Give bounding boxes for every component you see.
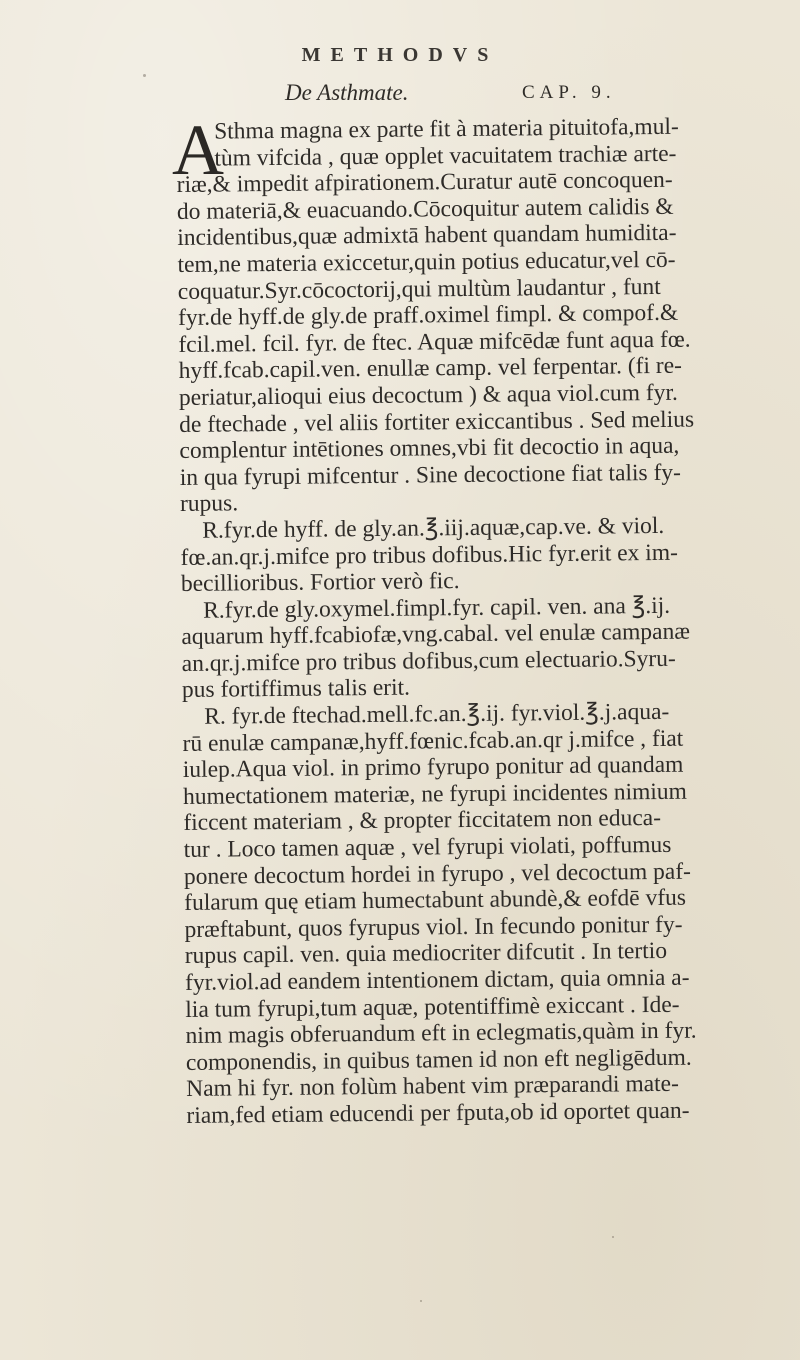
chapter-heading [0, 80, 800, 114]
drop-cap: A [172, 110, 224, 190]
text-line: rū enulæ campanæ,hyff.fœnic.fcab.an.qr j.mifce , fiat [182, 725, 684, 757]
text-line: fyr.de hyff.de gly.de praff.oximel fimpl. & compof.& [177, 299, 679, 332]
text-line: lia tum fyrupi,tum aquæ, potentiffimè exiccant . Ide- [185, 991, 680, 1023]
text-line: ficcent materiam , & propter ficcitatem non educa- [183, 805, 662, 837]
text-line: R. fyr.de ftechad.mell.fc.an.℥.ij. fyr.viol.℥.j.aqua- [204, 698, 670, 730]
chapter-number: CAP. 9. [522, 82, 616, 103]
text-line: humectationem materiæ, ne fyrupi incidentes nimium [182, 778, 688, 810]
text-line: iulep.Aqua viol. in primo fyrupo ponitur ad quandam [182, 751, 684, 784]
text-line: in qua fyrupi mifcentur . Sine decoctione fiat talis fy- [179, 459, 682, 491]
text-line: Nam hi fyr. non folùm habent vim præparandi mate- [186, 1071, 680, 1103]
text-line: rupus capil. ven. quia mediocriter difcutit . In tertio [184, 938, 668, 970]
text-line: riæ,& impedit afpirationem.Curatur autē concoquen- [176, 166, 673, 199]
text-line: do materiā,& euacuando.Cōcoquitur autem calidis & [176, 193, 674, 225]
paper-speck [612, 1236, 614, 1238]
text-line: tem,ne materia exiccetur,quin potius educatur,vel cō- [177, 246, 676, 278]
text-line: incidentibus,quæ admixtā habent quandam humidita- [177, 220, 677, 252]
text-line: fularum quę etiam humectabunt abundè,& eofdē vfus [184, 884, 687, 917]
body-text [176, 113, 781, 1130]
text-line: becillioribus. Fortior verò fic. [180, 568, 460, 598]
paper-speck [143, 74, 146, 77]
text-line: complentur intētiones omnes,vbi fit decoctio in aqua, [179, 432, 680, 465]
text-line: nim magis obferuandum eft in eclegmatis,quàm in fyr. [185, 1017, 697, 1050]
text-line: coquatur.Syr.cōcoctorij,qui multùm laudantur , funt [177, 273, 661, 305]
text-line: fcil.mel. fcil. fyr. de ftec. Aquæ mifcēdæ funt aqua fœ. [178, 326, 691, 358]
text-line: an.qr.j.mifce pro tribus dofibus,cum electuario.Syru- [181, 645, 676, 677]
text-line: tùm vifcida , quæ opplet vacuitatem trachiæ arte- [214, 140, 677, 172]
text-line: fyr.viol.ad eandem intentionem dictam, quia omnia a- [184, 964, 690, 996]
text-line: riam,fed etiam educendi per fputa,ob id oportet quan- [186, 1097, 690, 1129]
text-line: ponere decoctum hordei in fyrupo , vel decoctum paf- [183, 858, 692, 890]
text-line: periatur,alioqui eius decoctum ) & aqua viol.cum fyr. [178, 379, 678, 411]
text-line: fœ.an.qr.j.mifce pro tribus dofibus.Hic fyr.erit ex im- [180, 539, 679, 571]
text-line: pus fortiffimus talis erit. [181, 675, 411, 704]
paper-speck [420, 1300, 422, 1302]
text-line: tur . Loco tamen aquæ , vel fyrupi violati, poffumus [183, 831, 672, 863]
text-line: aquarum hyff.fcabiofæ,vng.cabal. vel enulæ campanæ [181, 618, 691, 651]
text-line: Sthma magna ex parte fit à materia pituitofa,mul- [213, 113, 679, 145]
text-line: R.fyr.de hyff. de gly.an.℥.iij.aquæ,cap.ve. & viol. [202, 512, 665, 544]
running-head: METHODVS [301, 44, 499, 66]
text-line: componendis, in quibus tamen id non eft negligēdum. [185, 1044, 692, 1076]
chapter-title: De Asthmate. [285, 80, 409, 105]
text-line: R.fyr.de gly.oxymel.fimpl.fyr. capil. ven. ana ℥.ij. [203, 592, 671, 624]
text-line: præftabunt, quos fyrupus viol. In fecundo ponitur fy- [184, 911, 683, 943]
text-line: hyff.fcab.capil.ven. enullæ camp. vel ferpentar. (fi re- [178, 353, 683, 385]
text-line: de ftechade , vel aliis fortiter exiccantibus . Sed melius [179, 406, 695, 438]
text-line: rupus. [179, 490, 239, 518]
